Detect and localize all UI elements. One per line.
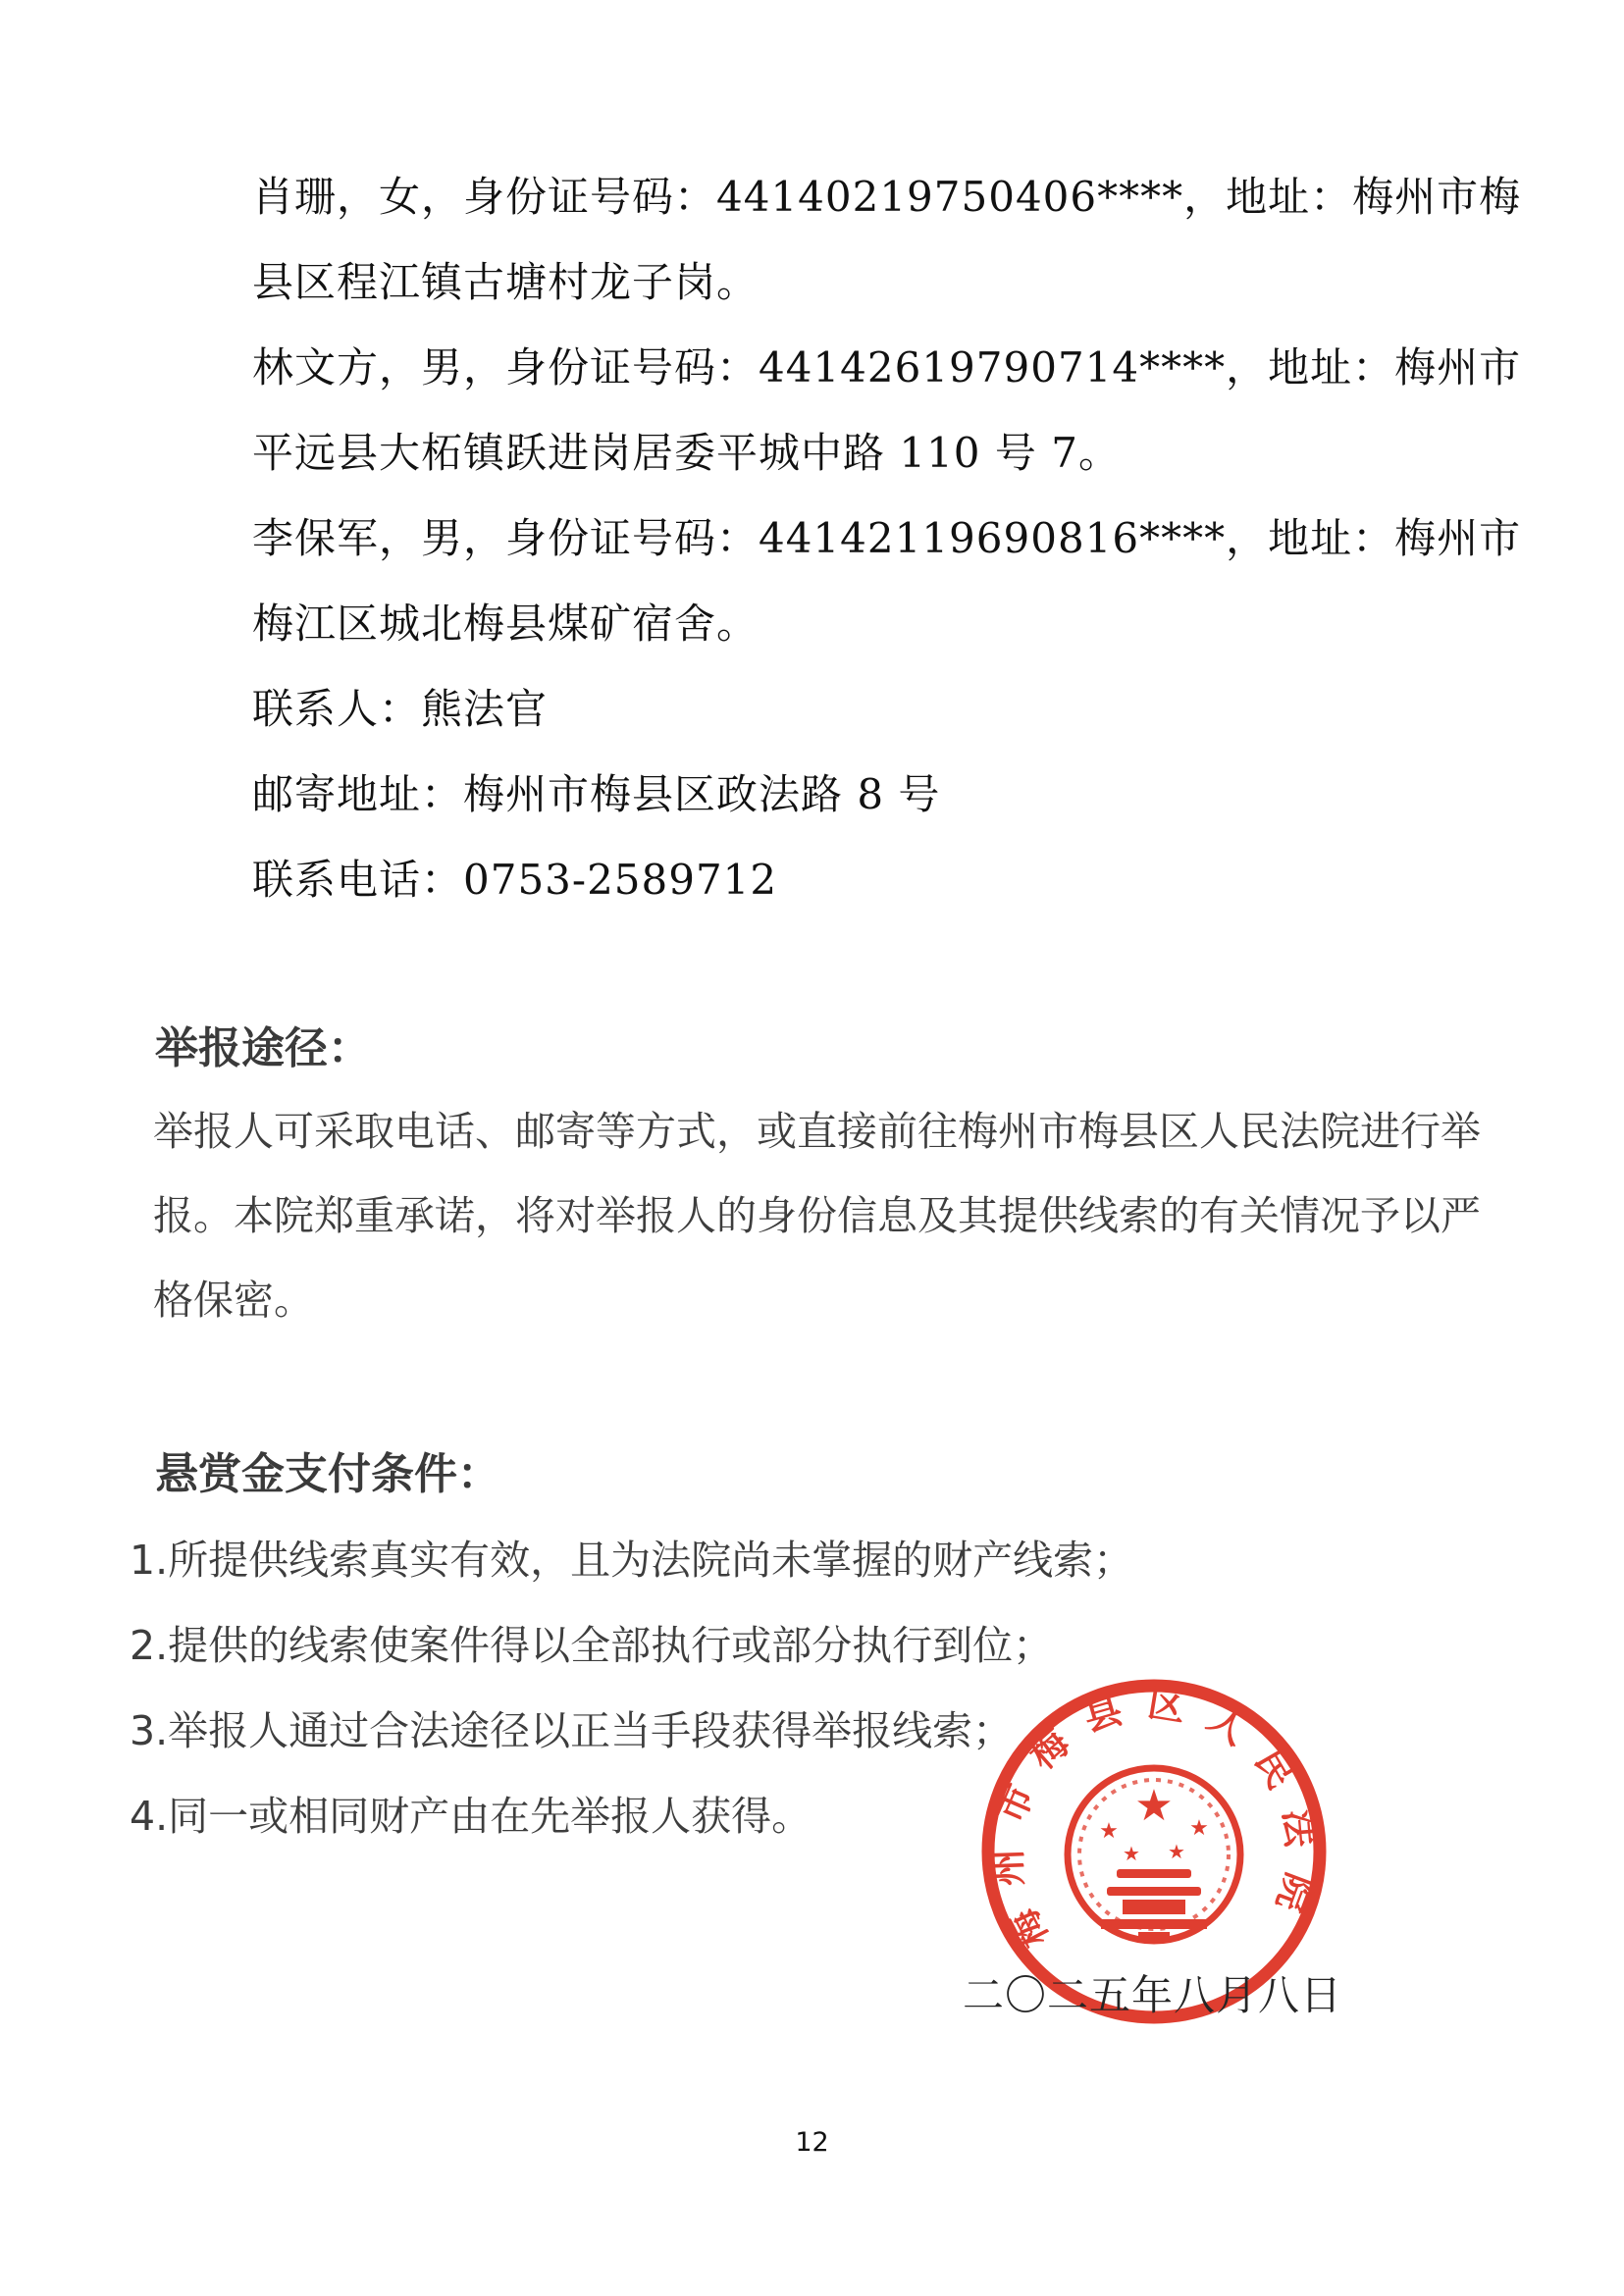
text-line: 平远县大柘镇跃进岗居委平城中路 110 号 7。: [252, 429, 1121, 477]
contact-person-line: 联系人：熊法官: [252, 685, 549, 733]
gate-base: [1101, 1919, 1207, 1929]
text-line: 县区程江镇古塘村龙子岗。: [252, 258, 760, 306]
text-line: 梅江区城北梅县煤矿宿舍。: [252, 600, 760, 648]
star-icon: ★: [1123, 1842, 1140, 1865]
star-icon: ★: [1099, 1819, 1119, 1844]
gate-roof: [1117, 1869, 1191, 1878]
list-item: 2.提供的线索使案件得以全部执行或部分执行到位；: [130, 1622, 1054, 1669]
list-item: 4.同一或相同财产由在先举报人获得。: [130, 1793, 812, 1840]
report-channel-heading: 举报途径：: [155, 1023, 371, 1073]
reward-conditions-list: [130, 1518, 1133, 1859]
report-channel-paragraph: [153, 1089, 1481, 1342]
party-info-block: [252, 154, 1521, 922]
text-line: 格保密。: [153, 1277, 314, 1324]
page-number: 12: [795, 2127, 829, 2158]
text-line: 肖珊，女，身份证号码：44140219750406****，地址：梅州市梅: [252, 173, 1522, 221]
gate-wall: [1123, 1900, 1185, 1914]
document-date: 二〇二五年八月八日: [963, 1971, 1343, 2019]
mailing-address-line: 邮寄地址：梅州市梅县区政法路 8 号: [252, 770, 941, 818]
text-line: 举报人可采取电话、邮寄等方式，或直接前往梅州市梅县区人民法院进行举: [153, 1108, 1481, 1155]
tiananmen-gate-icon: [1101, 1869, 1207, 1940]
star-icon: ★: [1134, 1781, 1174, 1831]
list-item: 3.举报人通过合法途径以正当手段获得举报线索；: [130, 1707, 1014, 1754]
contact-phone-line: 联系电话：0753-2589712: [252, 856, 778, 904]
text-line: 报。本院郑重承诺，将对举报人的身份信息及其提供线索的有关情况予以严: [153, 1192, 1481, 1239]
text-line: 李保军，男，身份证号码：44142119690816****，地址：梅州市: [252, 514, 1522, 562]
gear-icon: [1138, 1932, 1170, 1940]
reward-conditions-heading: 悬赏金支付条件：: [155, 1449, 500, 1499]
seal-court-name: 梅州市梅县区人民法院: [985, 1681, 1324, 1956]
star-icon: ★: [1189, 1816, 1209, 1841]
star-icon: ★: [1168, 1840, 1185, 1863]
list-item: 1.所提供线索真实有效，且为法院尚未掌握的财产线索；: [130, 1537, 1134, 1584]
text-line: 林文方，男，身份证号码：44142619790714****，地址：梅州市: [252, 343, 1522, 391]
gate-lower-roof: [1107, 1887, 1201, 1896]
